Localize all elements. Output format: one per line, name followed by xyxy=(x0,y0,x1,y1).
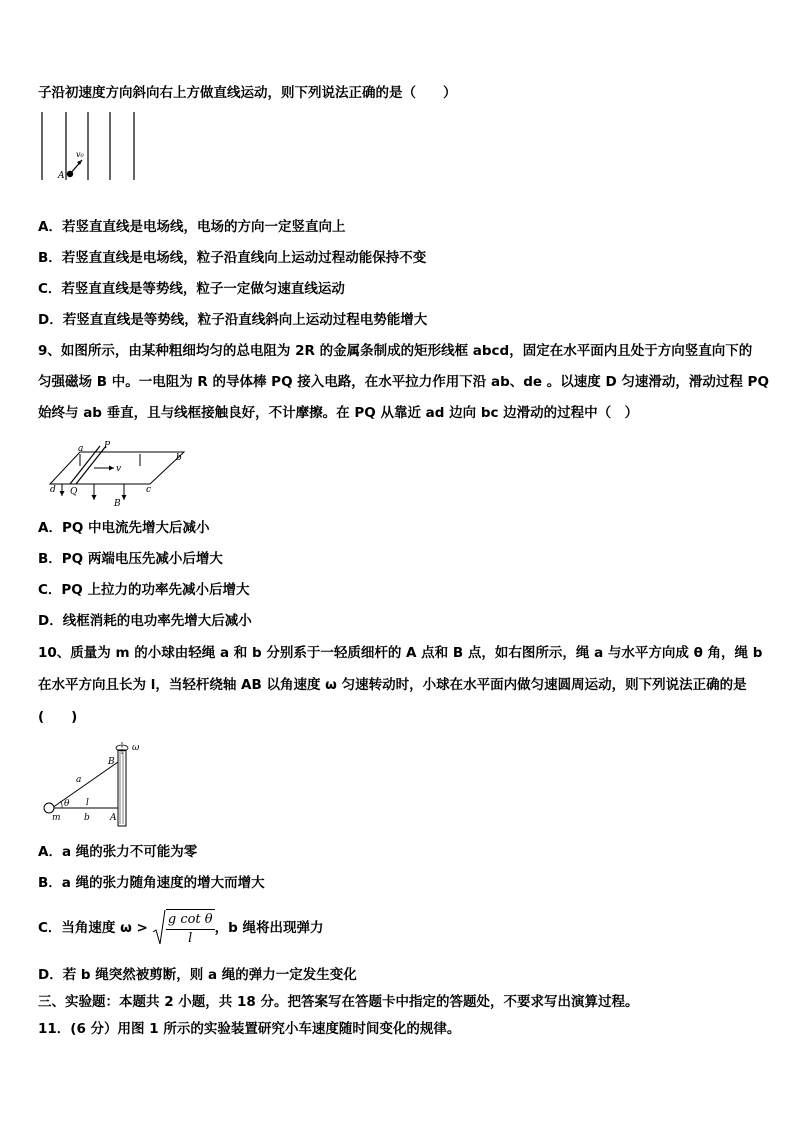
q10-label-theta: θ xyxy=(64,799,70,809)
q10-label-l: l xyxy=(86,798,89,808)
q8-label-velocity: v₀ xyxy=(76,150,84,159)
q10-label-rope-a: a xyxy=(76,775,82,785)
q9-option-d: D．线框消耗的电功率先增大后减小 xyxy=(38,613,252,629)
q10-option-c-fraction xyxy=(166,909,215,948)
q10-stem-line3: ( ) xyxy=(38,709,78,725)
q9-option-b: B．PQ 两端电压先减小后增大 xyxy=(38,551,223,567)
q9-label-field: B xyxy=(114,499,121,509)
q9-stem-line2: 匀强磁场 B 中。一电阻为 R 的导体棒 PQ 接入电路，在水平拉力作用下沿 ab、de 。以速度 D 匀速滑动，滑动过程 PQ xyxy=(38,374,769,390)
q10-option-c xyxy=(38,906,323,950)
sqrt-sign-icon xyxy=(152,908,166,948)
q10-label-m: m xyxy=(52,813,61,823)
q9-option-c: C．PQ 上拉力的功率先减小后增大 xyxy=(38,582,250,598)
q9-label-a: a xyxy=(78,444,84,454)
q10-figure xyxy=(38,740,148,828)
q9-label-b: b xyxy=(176,453,182,463)
q9-figure xyxy=(44,440,194,510)
q9-stem-line1: 9、如图所示，由某种粗细均匀的总电阻为 2R 的金属条制成的矩形线框 abcd，固定在水平面内且处于方向竖直向下的 xyxy=(38,343,753,359)
q10-label-b-point: B xyxy=(108,757,115,767)
q8-option-b: B．若竖直直线是电场线，粒子沿直线向上运动过程动能保持不变 xyxy=(38,250,427,266)
q9-label-p: P xyxy=(104,441,111,451)
q8-figure xyxy=(36,110,146,182)
q8-label-point: A xyxy=(58,171,65,181)
ball-circle xyxy=(44,803,54,813)
q8-option-c: C．若竖直直线是等势线，粒子一定做匀速直线运动 xyxy=(38,281,345,297)
q9-label-d: d xyxy=(50,485,56,495)
section3-heading: 三、实验题：本题共 2 小题，共 18 分。把答案写在答题卡中指定的答题处，不要求写出演算过程。 xyxy=(38,994,639,1010)
q10-label-omega: ω xyxy=(132,743,140,753)
q10-label-a-point: A xyxy=(110,813,117,823)
q8-option-d: D．若竖直直线是等势线，粒子沿直线斜向上运动过程电势能增大 xyxy=(38,312,428,328)
q10-stem-line1: 10、质量为 m 的小球由轻绳 a 和 b 分别系于一轻质细杆的 A 点和 B 点，如右图所示，绳 a 与水平方向成 θ 角，绳 b xyxy=(38,645,763,661)
q8-stem-tail: 子沿初速度方向斜向右上方做直线运动，则下列说法正确的是（ ） xyxy=(38,85,457,101)
q9-label-q: Q xyxy=(70,487,78,497)
q9-stem-line3: 始终与 ab 垂直，且与线框接触良好，不计摩擦。在 PQ 从靠近 ad 边向 bc 边滑动的过程中（ ） xyxy=(38,405,639,421)
q8-option-a: A．若竖直直线是电场线，电场的方向一定竖直向上 xyxy=(38,219,346,235)
q11-stem: 11．(6 分）用图 1 所示的实验装置研究小车速度随时间变化的规律。 xyxy=(38,1021,461,1037)
q10-option-c-numerator: g cot θ xyxy=(166,911,215,930)
q10-option-b: B．a 绳的张力随角速度的增大而增大 xyxy=(38,875,265,891)
q10-option-a: A．a 绳的张力不可能为零 xyxy=(38,844,198,860)
q9-label-c: c xyxy=(146,485,152,495)
q9-option-a: A．PQ 中电流先增大后减小 xyxy=(38,520,210,536)
q10-option-d: D．若 b 绳突然被剪断，则 a 绳的弹力一定发生变化 xyxy=(38,967,357,983)
q10-option-c-prefix: C．当角速度 ω > xyxy=(38,920,148,936)
q10-label-rope-b: b xyxy=(84,813,90,823)
q9-label-v: v xyxy=(116,464,122,474)
q10-option-c-suffix: ，b 绳将出现弹力 xyxy=(214,920,324,936)
q10-stem-line2: 在水平方向且长为 l，当轻杆绕轴 AB 以角速度 ω 匀速转动时，小球在水平面内做匀速圆周运动，则下列说法正确的是 xyxy=(38,677,747,693)
q10-option-c-denominator: l xyxy=(188,930,193,946)
